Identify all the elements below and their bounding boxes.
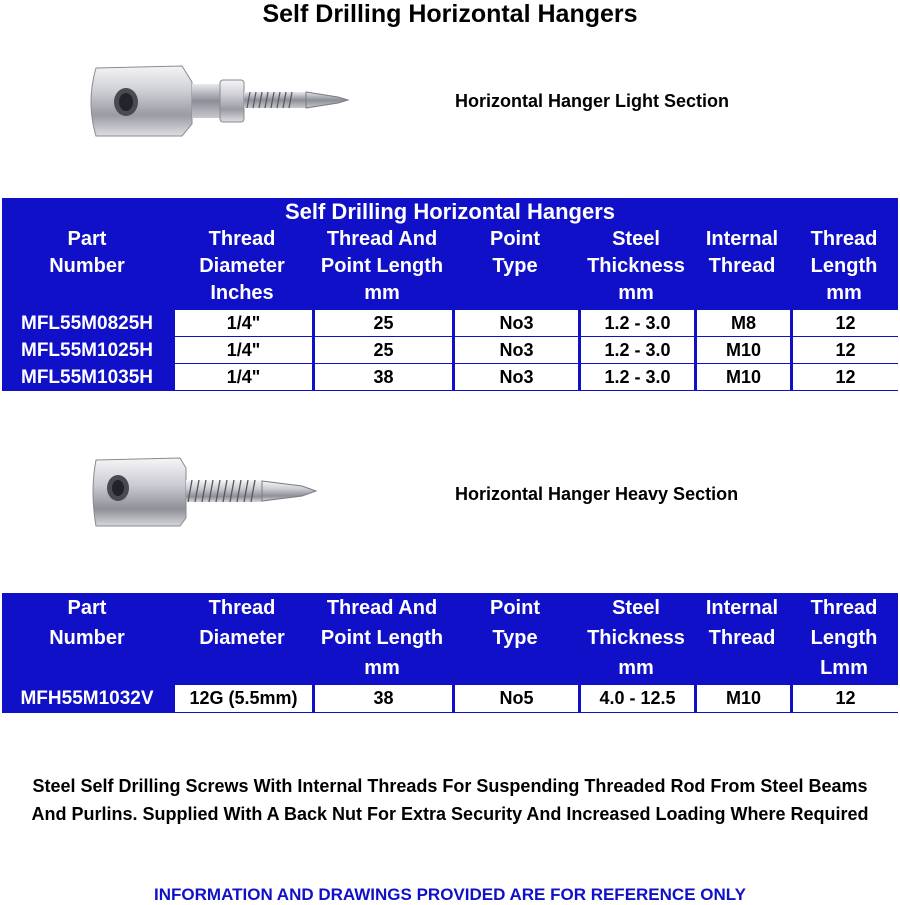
description-line-2: And Purlins. Supplied With A Back Nut For Extra Security And Increased Loading Where Required xyxy=(31,804,869,824)
reference-note: INFORMATION AND DRAWINGS PROVIDED ARE FOR REFERENCE ONLY xyxy=(154,885,746,904)
table-cell: No3 xyxy=(452,364,578,391)
light-table-title: Self Drilling Horizontal Hangers xyxy=(2,198,898,226)
table-cell: 4.0 - 12.5 xyxy=(578,685,694,713)
light-section-caption: Horizontal Hanger Light Section xyxy=(455,91,730,111)
part-number-cell: MFL55M1035H xyxy=(2,364,172,391)
table-cell: 12 xyxy=(790,685,898,713)
table-cell: 12 xyxy=(790,337,898,364)
header-point-type: Point Type xyxy=(452,226,578,310)
header-thread-length: Thread Length Lmm xyxy=(790,593,898,685)
heavy-spec-table xyxy=(2,593,898,713)
part-number-cell: MFL55M0825H xyxy=(2,310,172,337)
header-internal-thread: Internal Thread xyxy=(694,226,790,310)
table-cell: 38 xyxy=(312,685,452,713)
table-cell: 1.2 - 3.0 xyxy=(578,337,694,364)
table-cell: No5 xyxy=(452,685,578,713)
table-row xyxy=(2,337,898,364)
header-thread-diameter: Thread Diameter xyxy=(172,593,312,685)
header-part-number: Part Number xyxy=(2,593,172,685)
table-cell: 12 xyxy=(790,310,898,337)
header-part-number: Part Number xyxy=(2,226,172,310)
header-steel-thickness: Steel Thickness mm xyxy=(578,593,694,685)
table-cell: 1/4" xyxy=(172,337,312,364)
table-cell: 12G (5.5mm) xyxy=(172,685,312,713)
table-row xyxy=(2,685,898,713)
table-cell: 12 xyxy=(790,364,898,391)
table-cell: No3 xyxy=(452,337,578,364)
table-cell: M10 xyxy=(694,364,790,391)
header-steel-thickness: Steel Thickness mm xyxy=(578,226,694,310)
table-cell: 1/4" xyxy=(172,364,312,391)
product-description xyxy=(0,772,900,828)
table-cell: 1.2 - 3.0 xyxy=(578,364,694,391)
table-cell: 25 xyxy=(312,337,452,364)
table-cell: M10 xyxy=(694,337,790,364)
table-row xyxy=(2,310,898,337)
table-cell: M10 xyxy=(694,685,790,713)
part-number-cell: MFL55M1025H xyxy=(2,337,172,364)
table-cell: No3 xyxy=(452,310,578,337)
light-hanger-image xyxy=(80,62,350,140)
table-cell: 38 xyxy=(312,364,452,391)
table-cell: M8 xyxy=(694,310,790,337)
header-thread-diameter: Thread Diameter Inches xyxy=(172,226,312,310)
description-line-1: Steel Self Drilling Screws With Internal Threads For Suspending Threaded Rod From Steel Beams xyxy=(32,776,868,796)
light-table-header-row xyxy=(2,226,898,310)
heavy-hanger-image xyxy=(88,452,320,532)
table-cell: 25 xyxy=(312,310,452,337)
header-thread-length: Thread Length mm xyxy=(790,226,898,310)
header-thread-point-length: Thread And Point Length mm xyxy=(312,593,452,685)
part-number-cell: MFH55M1032V xyxy=(2,685,172,713)
header-internal-thread: Internal Thread xyxy=(694,593,790,685)
heavy-section-caption: Horizontal Hanger Heavy Section xyxy=(455,484,739,504)
header-thread-point-length: Thread And Point Length mm xyxy=(312,226,452,310)
light-spec-table xyxy=(2,198,898,391)
page-title: Self Drilling Horizontal Hangers xyxy=(262,0,638,28)
table-cell: 1.2 - 3.0 xyxy=(578,310,694,337)
heavy-table-header-row xyxy=(2,593,898,685)
table-row xyxy=(2,364,898,391)
header-point-type: Point Type xyxy=(452,593,578,685)
table-cell: 1/4" xyxy=(172,310,312,337)
